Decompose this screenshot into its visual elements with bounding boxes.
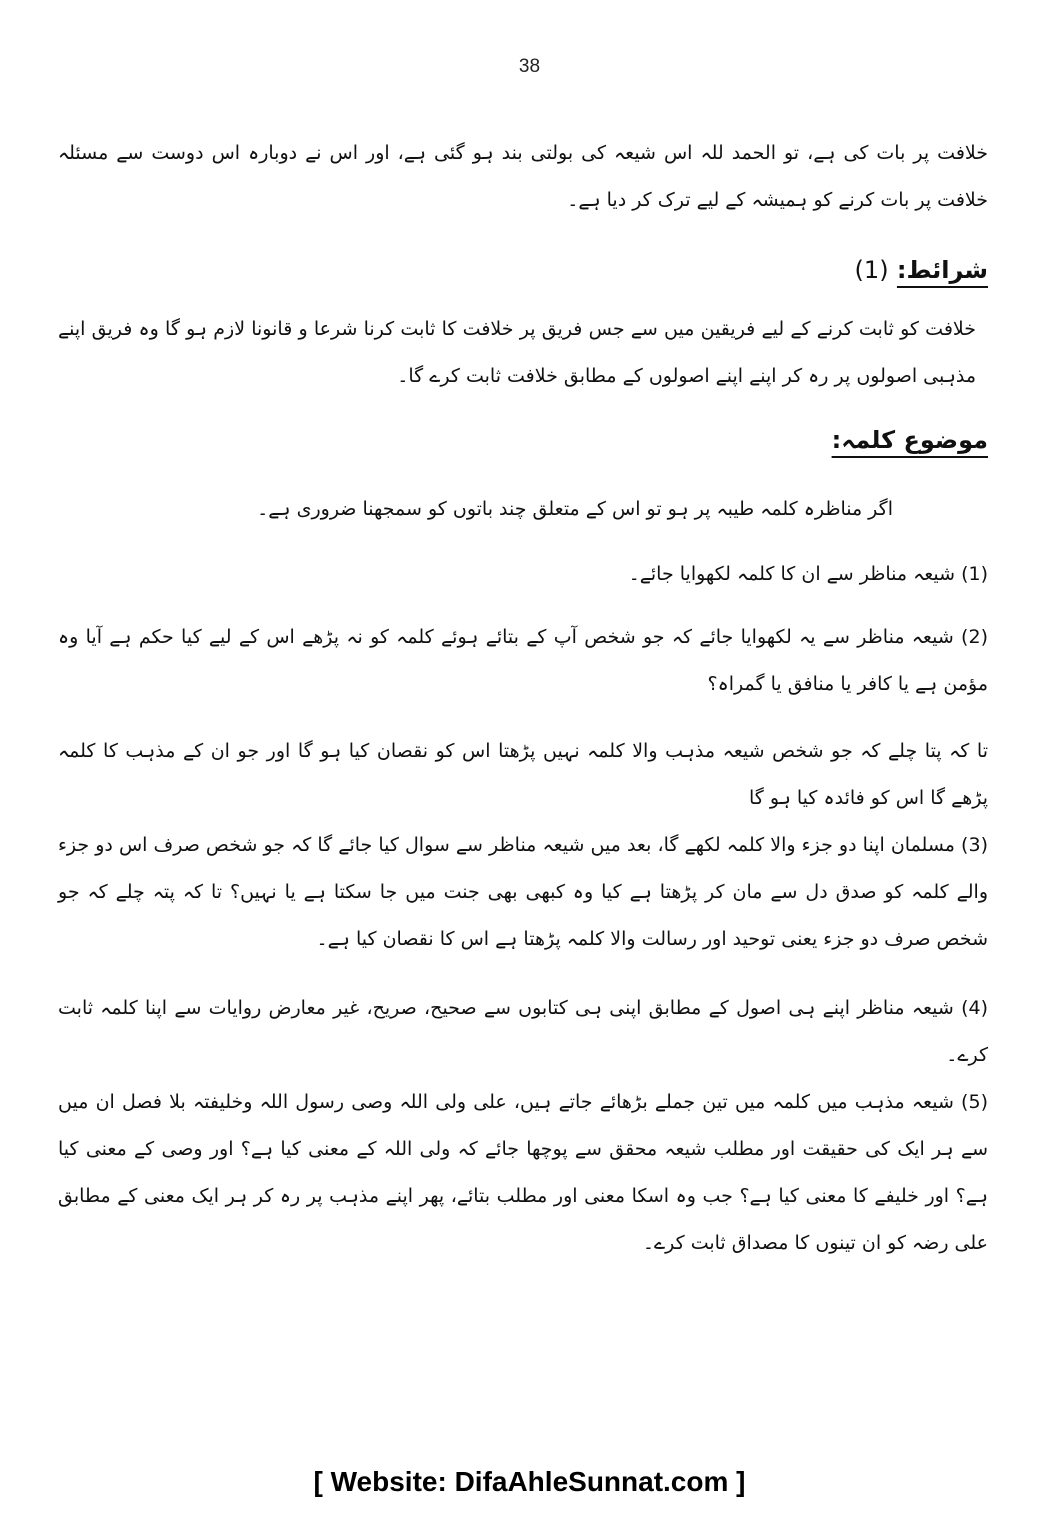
footer-website: [ Website: DifaAhleSunnat.com ] (313, 1466, 746, 1497)
heading-topic-kalima (58, 420, 988, 460)
paragraph-explanation: تا کہ پتا چلے کہ جو شخص شیعہ مذہب والا کلمہ نہیں پڑھتا اس کو نقصان کیا ہو گا اور جو ان کے مذہب کا کلمہ پڑھے گا اس کو فائدہ کیا ہو گا (58, 740, 988, 809)
heading-conditions-number: (1) (854, 256, 889, 284)
heading-conditions (58, 250, 988, 290)
paragraph-conditions: خلافت کو ثابت کرنے کے لیے فریقین میں سے جس فریق پر خلافت کا ثابت کرنا شرعا و قانونا لازم ہو گا وہ فریق اپنے مذہبی اصولوں پر رہ کر اپنے اپنے اصولوں کے مطابق خلافت ثابت کرے گا۔ (58, 318, 976, 387)
paragraph-intro: خلافت پر بات کی ہے، تو الحمد للہ اس شیعہ کی بولتی بند ہو گئی ہے، اور اس نے دوبارہ اس دوست سے مسئلہ خلافت پر بات کرنے کو ہمیشہ کے لیے ترک کر دیا ہے۔ (58, 142, 988, 211)
list-item-1: (1) شیعہ مناظر سے ان کا کلمہ لکھوایا جائے۔ (628, 563, 988, 585)
heading-topic-kalima-label: موضوع کلمہ: (831, 426, 988, 454)
document-body (58, 130, 988, 1267)
list-item-3: (3) مسلمان اپنا دو جزء والا کلمہ لکھے گا، بعد میں شیعہ مناظر سے سوال کیا جائے گا کہ جو شخص صرف اس دو جزء والے کلمہ کو صدق دل سے مان کر پڑھتا ہے کیا وہ کبھی بھی جنت میں جا سکتا ہے یا نہیں؟ تا کہ پتہ چلے کہ جو شخص صرف دو جزء یعنی توحید اور رسالت والا کلمہ پڑھتا ہے اس کا نقصان کیا ہے۔ (58, 834, 988, 950)
list-item-2: (2) شیعہ مناظر سے یہ لکھوایا جائے کہ جو شخص آپ کے بتائے ہوئے کلمہ کو نہ پڑھے اس کے لیے کیا حکم ہے آیا وہ مؤمن ہے یا کافر یا منافق یا گمراہ؟ (58, 626, 988, 695)
list-item-4: (4) شیعہ مناظر اپنے ہی اصول کے مطابق اپنی ہی کتابوں سے صحیح، صریح، غیر معارض روایات سے اپنا کلمہ ثابت کرے۔ (58, 997, 988, 1066)
heading-conditions-label: شرائط: (896, 256, 988, 284)
page-number: 38 (518, 56, 541, 77)
list-item-5: (5) شیعہ مذہب میں کلمہ میں تین جملے بڑھائے جاتے ہیں، علی ولی اللہ وصی رسول اللہ وخلیفتہ بلا فصل ان میں سے ہر ایک کی حقیقت اور مطلب شیعہ محقق سے پوچھا جائے کہ ولی اللہ کے معنی کیا ہے؟ اور وصی کے معنی کیا ہے؟ اور خلیفے کا معنی کیا ہے؟ جب وہ اسکا معنی اور مطلب بتائے، پھر اپنے مذہب پر رہ کر ہر ایک معنی کے مطابق علی رضہ کو ان تینوں کا مصداق ثابت کرے۔ (58, 1091, 988, 1254)
paragraph-kalima-intro: اگر مناظرہ کلمہ طیبہ پر ہو تو اس کے متعلق چند باتوں کو سمجھنا ضروری ہے۔ (257, 498, 893, 520)
